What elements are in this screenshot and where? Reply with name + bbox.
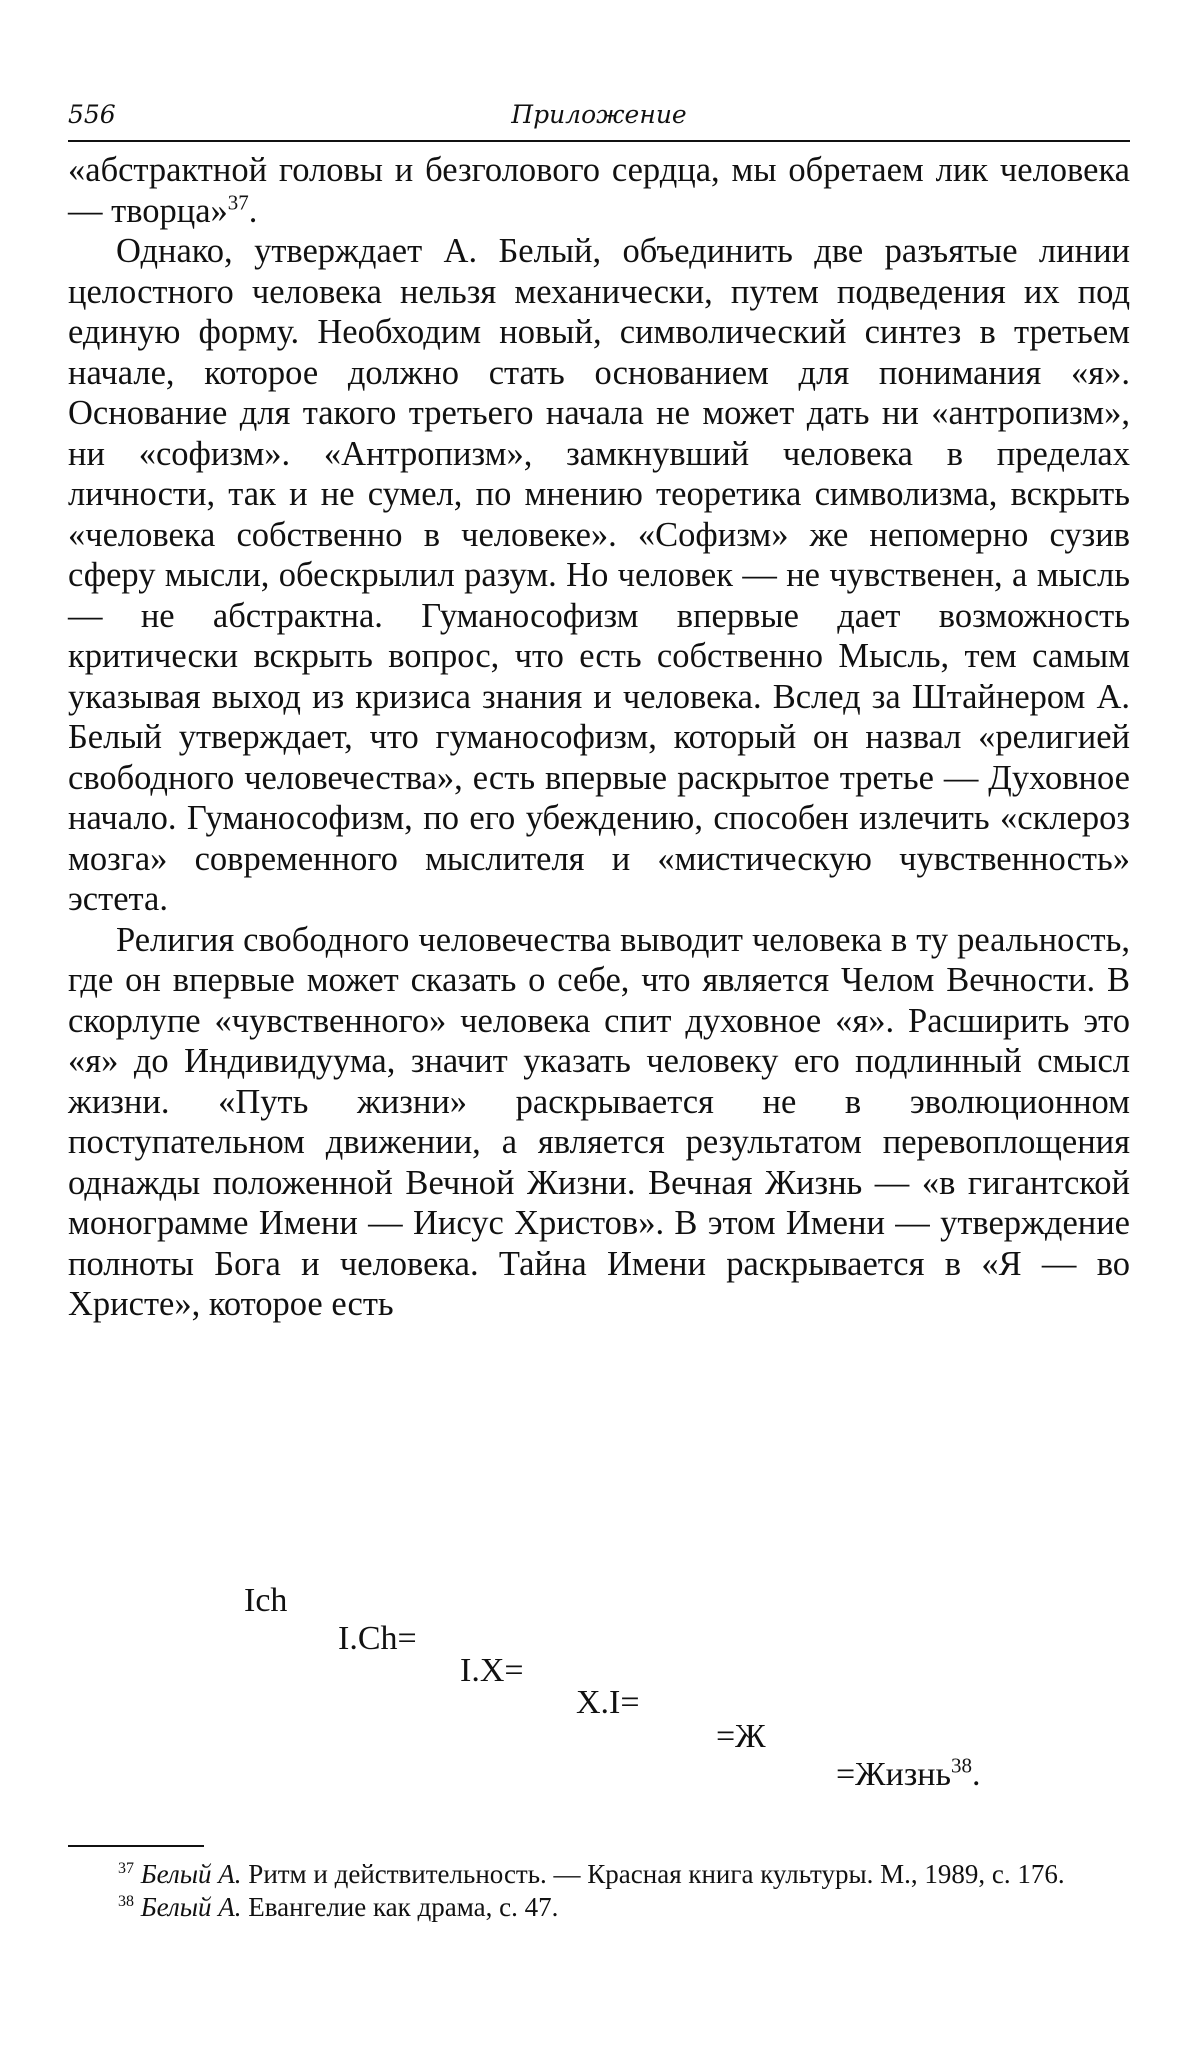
formula-step-4: X.I= [576, 1684, 640, 1721]
page-number: 556 [68, 100, 116, 129]
footnote-author: Белый А. [140, 1892, 242, 1922]
formula-step-5: =Ж [716, 1718, 766, 1755]
paragraph-2: Однако, утверждает А. Белый, объединить две разъятые линии целостного человека нельзя механически, путем подведения их под единую форму. Необходим новый, символический синтез в третьем начале, которое должно стать основанием для понимания «я». Основание для такого третьего начала не может дать ни «антропизм», ни «софизм». «Антропизм», замкнувший человека в пределах личности, так и не сумел, по мнению теоретика символизма, вскрыть «человека собственно в человеке». «Софизм» же непомерно сузив сферу мысли, обескрылил разум. Но человек — не чувственен, а мысль — не абстрактна. Гуманософизм впервые дает возможность критически вскрыть вопрос, что есть собственно Мысль, тем самым указывая выход из кризиса знания и человека. Вслед за Штайнером А. Белый утверждает, что гуманософизм, который он назвал «религией свободного человечества», есть впервые раскрытое третье — Духовное начало. Гуманософизм, по его убеждению, способен излечить «склероз мозга» современного мыслителя и «мистическую чувственность» эстета. [68, 232, 1130, 918]
formula-step-3: I.X= [460, 1652, 524, 1689]
formula-step-6-text: =Жизнь [836, 1756, 951, 1793]
formula-step-6 [836, 1753, 981, 1794]
body-text [68, 150, 1130, 1325]
footnote-marker: 37 [118, 1860, 134, 1877]
formula-tail: . [971, 1756, 981, 1793]
footnote-marker: 38 [118, 1893, 134, 1910]
footnote-ref-37: 37 [227, 190, 249, 214]
running-title: Приложение [511, 100, 687, 129]
footnote-text: Ритм и действительность. — Красная книга культуры. М., 1989, с. 176. [241, 1859, 1065, 1889]
footnotes [68, 1858, 1130, 1924]
formula-step-1: Ich [244, 1582, 288, 1619]
footnote-38 [68, 1891, 1130, 1924]
formula-step-2: I.Ch= [338, 1620, 417, 1657]
paragraph-1-text: «абстрактной головы и безголового сердца, мы обретаем лик человека — творца» [68, 151, 1130, 230]
paragraph-1 [68, 150, 1130, 231]
footnote-rule [68, 1845, 204, 1847]
footnote-author: Белый А. [140, 1859, 242, 1889]
paragraph-3: Религия свободного человечества выводит человека в ту реальность, где он впервые может сказать о себе, что является Челом Вечности. В скорлупе «чувственного» человека спит духовное «я». Расширить это «я» до Индивидуума, значит указать человеку его подлинный смысл жизни. «Путь жизни» раскрывается не в эволюционном поступательном движении, а является результатом перевоплощения однажды положенной Вечной Жизни. Вечная Жизнь — «в гигантской монограмме Имени — Иисус Христов». В этом Имени — утверждение полноты Бога и человека. Тайна Имени раскрывается в «Я — во Христе», которое есть [68, 920, 1130, 1323]
footnote-text: Евангелие как драма, с. 47. [241, 1892, 559, 1922]
running-header [68, 96, 1130, 136]
header-rule [68, 140, 1130, 142]
paragraph-1-tail: . [248, 191, 258, 230]
footnote-37 [68, 1858, 1130, 1891]
footnote-ref-38: 38 [950, 1753, 972, 1778]
